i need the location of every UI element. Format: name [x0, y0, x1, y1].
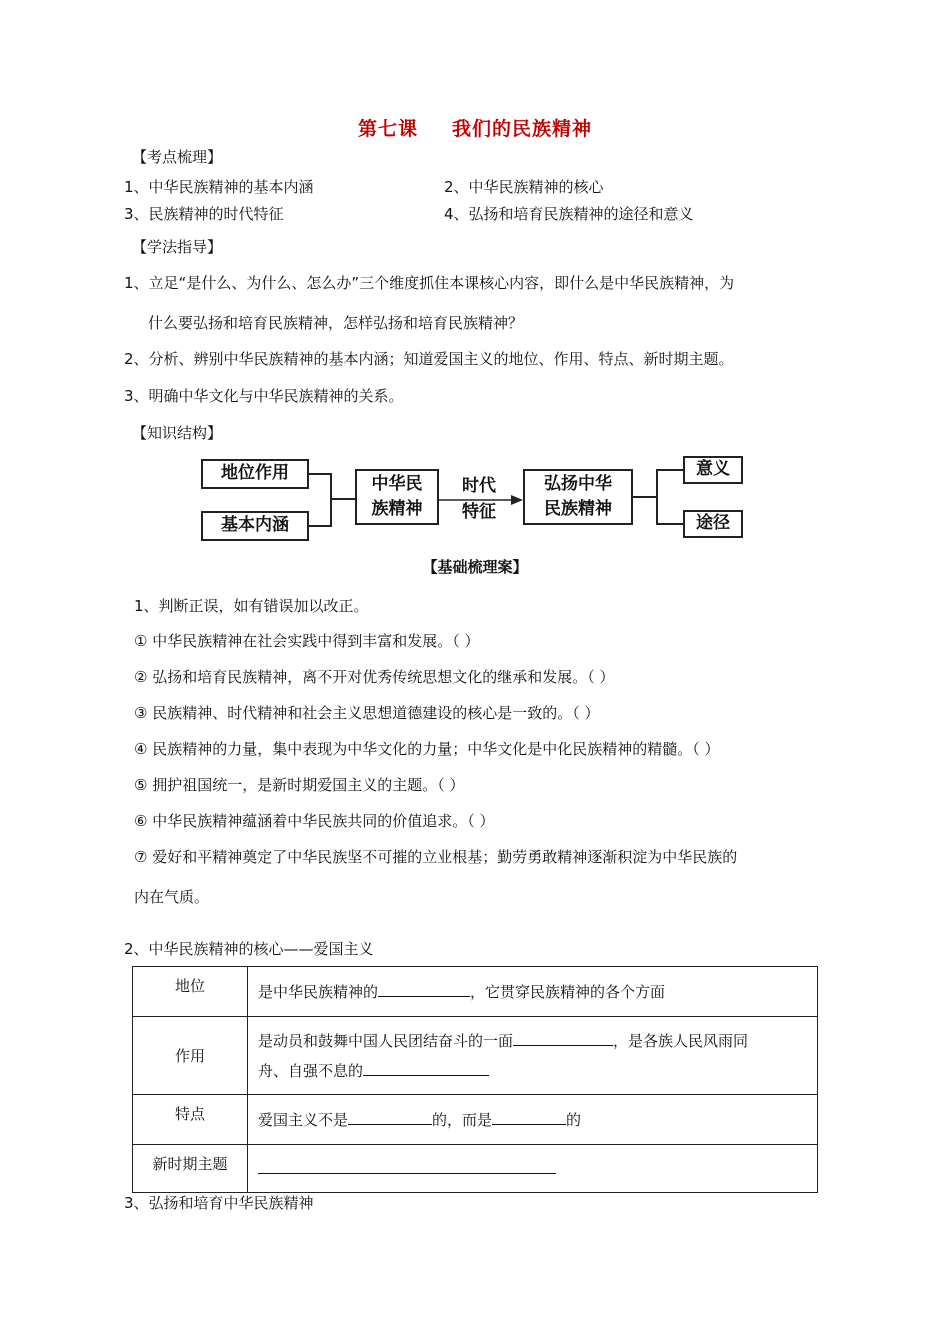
table-row [133, 1095, 818, 1145]
table-row [133, 1145, 818, 1193]
feature-text-mid: 的，而是 [432, 1110, 493, 1129]
xuefa-point-1-line-2: 什么要弘扬和培育民族精神，怎样弘扬和培育民族精神？ [148, 314, 524, 332]
diagram-box-promote-spirit-line-1: 弘扬中华 [544, 473, 612, 494]
judgement-item-6: ⑥ 中华民族精神蕴涵着中华民族共同的价值追求。（ ） [134, 812, 495, 830]
diagram-box-national-spirit-line-1: 中华民 [371, 473, 423, 494]
connector-line [656, 523, 683, 525]
xuefa-heading: 【学法指导】 [132, 238, 223, 256]
row-head-theme: 新时期主题 [133, 1145, 248, 1193]
question-3-title: 3、弘扬和培育中华民族精神 [124, 1194, 314, 1212]
connector-line [656, 469, 683, 471]
diagram-box-path: 途径 [683, 510, 743, 538]
kaodian-heading: 【考点梳理】 [132, 148, 223, 166]
lesson-number: 第七课 [357, 118, 418, 140]
fill-blank[interactable] [492, 1110, 566, 1125]
row-cell-function [248, 1017, 818, 1095]
diagram-box-national-spirit [355, 469, 439, 525]
row-cell-theme [248, 1145, 818, 1193]
judgement-item-2: ② 弘扬和培育民族精神，离不开对优秀传统思想文化的继承和发展。（ ） [134, 668, 615, 686]
function-text-line-2: 舟、自强不息的 [258, 1061, 364, 1080]
fill-blank[interactable] [258, 1159, 556, 1174]
judgement-item-1: ① 中华民族精神在社会实践中得到丰富和发展。（ ） [134, 632, 480, 650]
fill-blank[interactable] [378, 982, 470, 997]
diagram-box-meaning: 意义 [683, 456, 743, 484]
connector-line [330, 498, 355, 500]
judgement-item-3: ③ 民族精神、时代精神和社会主义思想道德建设的核心是一致的。（ ） [134, 704, 600, 722]
connector-line [330, 473, 332, 527]
xuefa-point-3: 3、明确中华文化与中华民族精神的关系。 [124, 387, 404, 405]
row-head-feature: 特点 [133, 1095, 248, 1145]
connector-line [633, 496, 657, 498]
question-2-title: 2、中华民族精神的核心——爱国主义 [124, 940, 374, 958]
diagram-era-features-line-2: 特征 [462, 502, 496, 522]
function-text-mid: ，是各族人民风雨同 [613, 1031, 749, 1050]
row-cell-status [248, 967, 818, 1017]
diagram-box-basic-content: 基本内涵 [201, 511, 309, 541]
fill-blank[interactable] [513, 1031, 613, 1046]
function-text-pre: 是动员和鼓舞中国人民团结奋斗的一面 [258, 1031, 514, 1050]
feature-text-pre: 爱国主义不是 [258, 1110, 349, 1129]
arrow-icon [439, 490, 525, 510]
judgement-item-4: ④ 民族精神的力量，集中表现为中华文化的力量；中华文化是中化民族精神的精髓。（ ） [134, 740, 720, 758]
zhishi-heading: 【知识结构】 [132, 424, 223, 442]
judgement-item-7-cont: 内在气质。 [134, 888, 210, 906]
diagram-era-features-line-1: 时代 [462, 476, 496, 496]
xuefa-point-1-line-1: 1、立足“是什么、为什么、怎么办”三个维度抓住本课核心内容，即什么是中华民族精神，为 [124, 274, 735, 292]
diagram-box-promote-spirit-line-2: 民族精神 [544, 499, 612, 519]
table-row [133, 1017, 818, 1095]
xuefa-point-2: 2、分析、辨别中华民族精神的基本内涵；知道爱国主义的地位、作用、特点、新时期主题。 [124, 350, 734, 368]
judgement-item-7: ⑦ 爱好和平精神奠定了中华民族坚不可摧的立业根基；勤劳勇敢精神逐渐积淀为中华民族的 [134, 848, 738, 866]
diagram-box-promote-spirit [523, 469, 633, 525]
connector-line [309, 525, 331, 527]
arrow-head [511, 495, 523, 505]
kaodian-item-1: 1、中华民族精神的基本内涵 [124, 178, 314, 196]
connector-line [309, 473, 331, 475]
jichu-heading: 【基础梳理案】 [422, 558, 528, 576]
page-title [0, 114, 950, 141]
kaodian-item-3: 3、民族精神的时代特征 [124, 205, 284, 223]
kaodian-item-2: 2、中华民族精神的核心 [444, 178, 604, 196]
fill-blank[interactable] [348, 1110, 432, 1125]
status-text-post: ，它贯穿民族精神的各个方面 [470, 982, 666, 1001]
patriotism-table [132, 966, 818, 1193]
table-row [133, 967, 818, 1017]
fill-blank[interactable] [363, 1061, 489, 1076]
question-1-intro: 1、判断正误，如有错误加以改正。 [134, 597, 369, 615]
row-head-status: 地位 [133, 967, 248, 1017]
diagram-box-status-function: 地位作用 [201, 459, 309, 489]
feature-text-post: 的 [566, 1110, 582, 1129]
judgement-item-5: ⑤ 拥护祖国统一，是新时期爱国主义的主题。（ ） [134, 776, 465, 794]
status-text-pre: 是中华民族精神的 [258, 982, 379, 1001]
kaodian-item-4: 4、弘扬和培育民族精神的途径和意义 [444, 205, 694, 223]
lesson-topic: 我们的民族精神 [452, 118, 593, 140]
connector-line [656, 469, 658, 525]
row-cell-feature [248, 1095, 818, 1145]
row-head-function: 作用 [133, 1017, 248, 1095]
diagram-box-national-spirit-line-2: 族精神 [371, 499, 423, 519]
